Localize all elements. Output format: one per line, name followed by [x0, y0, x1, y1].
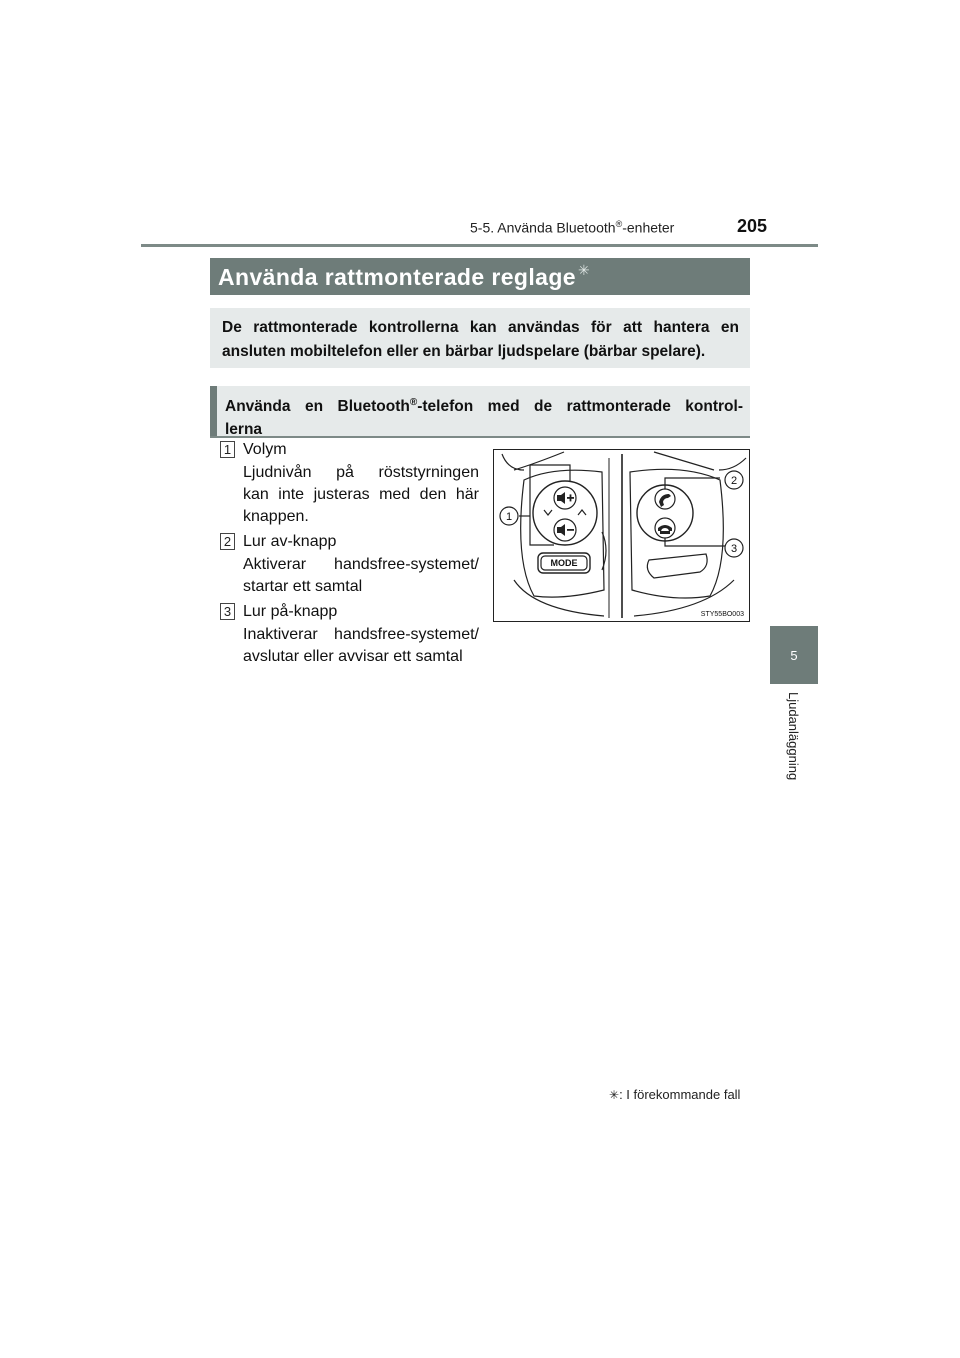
chevron-down-icon	[544, 510, 552, 515]
wheel-rim-line	[654, 452, 714, 470]
steering-wheel-diagram	[493, 449, 750, 622]
wheel-rim-line	[719, 458, 746, 470]
item-desc-line: kan inte justeras med den här	[243, 486, 479, 503]
phone-onhook-icon	[658, 525, 672, 534]
right-spoke-panel	[630, 469, 723, 598]
page-title-text: Använda rattmonterade reglage	[218, 264, 576, 290]
header-divider	[141, 244, 818, 247]
item-desc-line: startar ett samtal	[243, 578, 363, 595]
volume-up-icon	[557, 492, 574, 504]
callout-3-label: 3	[730, 543, 738, 555]
wheel-rim-line	[514, 452, 564, 470]
intro-text	[222, 316, 739, 364]
figure-code: STY55BO003	[700, 611, 744, 618]
subheading-line-2: lerna	[225, 421, 263, 439]
item-desc-off-hook	[243, 554, 479, 598]
chevron-up-icon	[578, 510, 586, 515]
wheel-bottom-line	[514, 580, 604, 616]
steering-wheel-illustration	[494, 450, 749, 621]
callout-leader-1	[530, 465, 570, 482]
callout-leader-2	[665, 478, 720, 489]
item-desc-line: Aktiverar handsfree-systemet/	[243, 556, 479, 573]
subheading-prefix: Använda en Bluetooth	[225, 398, 410, 416]
section-header	[470, 219, 674, 236]
item-title-on-hook: Lur på-knapp	[243, 603, 338, 620]
item-desc-on-hook	[243, 624, 479, 668]
item-desc-line: Ljudnivån på röststyrningen	[243, 464, 479, 481]
optional-marker-icon: ✳	[609, 1088, 620, 1102]
item-number-1: 1	[220, 441, 235, 458]
registered-mark: ®	[409, 397, 418, 408]
chapter-label-container	[770, 692, 818, 792]
item-desc-line: avslutar eller avvisar ett samtal	[243, 648, 463, 665]
registered-mark: ®	[615, 219, 623, 229]
mode-label: MODE	[550, 558, 578, 568]
page-number: 205	[737, 216, 768, 236]
item-title-volume: Volym	[243, 441, 287, 458]
item-desc-line: knappen.	[243, 508, 309, 525]
intro-line-1: De rattmonterade kontrollerna kan användas för att hantera en	[222, 319, 739, 336]
item-desc-line: Inaktiverar handsfree-systemet/	[243, 626, 479, 643]
chapter-tab	[770, 626, 818, 684]
off-hook-button	[655, 489, 675, 509]
phone-offhook-icon	[659, 494, 671, 507]
footnote	[609, 1087, 740, 1102]
optional-marker-icon: ✳	[577, 262, 591, 278]
chapter-number: 5	[790, 647, 798, 663]
volume-down-icon	[557, 524, 574, 536]
callout-2-label: 2	[730, 475, 738, 487]
subheading	[225, 391, 743, 441]
item-title-off-hook: Lur av-knapp	[243, 533, 337, 550]
chapter-label: Ljudanläggning	[786, 692, 801, 781]
footnote-text: : I förekommande fall	[619, 1087, 741, 1102]
item-number-2: 2	[220, 533, 235, 550]
subheading-suffix: -telefon med de rattmonterade kontrol-	[417, 398, 743, 416]
section-suffix: -enheter	[622, 219, 675, 236]
page-title	[218, 262, 590, 291]
item-number-3: 3	[220, 603, 235, 620]
lower-right-button	[647, 554, 707, 578]
intro-line-2: ansluten mobiltelefon eller en bärbar ljudspelare (bärbar spelare).	[222, 343, 706, 360]
callout-1-label: 1	[505, 511, 513, 523]
subheading-line-1	[225, 391, 743, 418]
item-desc-volume	[243, 462, 479, 528]
section-prefix: 5-5. Använda Bluetooth	[470, 219, 616, 236]
